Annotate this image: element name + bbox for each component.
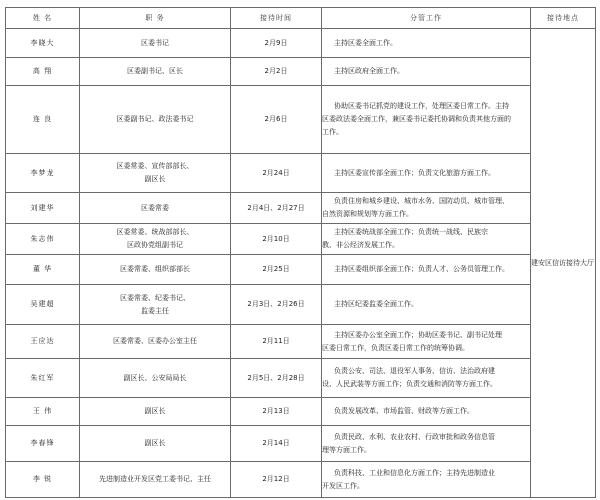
table-row <box>6 193 596 224</box>
table-row <box>6 462 596 498</box>
header-reception-date: 接待时间 <box>231 8 322 29</box>
responsibilities <box>322 255 531 285</box>
responsibilities <box>322 398 531 426</box>
reception-date: 2月14日 <box>231 426 322 462</box>
official-name: 李梦龙 <box>6 154 80 193</box>
official-position <box>80 255 231 285</box>
reception-date: 2月25日 <box>231 255 322 285</box>
table-row <box>6 285 596 325</box>
position-line: 监委主任 <box>141 306 169 315</box>
table-row <box>6 398 596 426</box>
official-position <box>80 359 231 398</box>
reception-date: 2月12日 <box>231 462 322 498</box>
responsibility-line: 主持区委组织部全面工作；负责人才、公务员管理工作。 <box>334 265 509 273</box>
table-row <box>6 58 596 86</box>
official-position <box>80 224 231 255</box>
official-name: 高 翔 <box>6 58 80 86</box>
responsibility-line: 设、人民武装等方面工作；负责交通和消防等方面工作。 <box>322 380 497 388</box>
official-position <box>80 58 231 86</box>
table-row <box>6 154 596 193</box>
responsibilities <box>322 359 531 398</box>
position-line: 区委书记 <box>141 38 169 47</box>
reception-date: 2月9日 <box>231 29 322 58</box>
official-name: 王 伟 <box>6 398 80 426</box>
position-line: 副区长 <box>144 439 166 447</box>
responsibility-line: 负责公安、司法、退役军人事务、信访、法治政府建 <box>334 367 495 375</box>
responsibilities <box>322 224 531 255</box>
reception-date: 2月24日 <box>231 154 322 193</box>
position-line: 区委常委、宣传部部长、 <box>116 162 194 170</box>
official-name: 董 华 <box>6 255 80 285</box>
responsibilities <box>322 325 531 359</box>
responsibility-line: 主持区政府全面工作。 <box>334 67 404 75</box>
official-name: 刘建华 <box>6 193 80 224</box>
responsibilities <box>322 285 531 325</box>
official-name: 李 锐 <box>6 462 80 498</box>
responsibilities <box>322 154 531 193</box>
table-row <box>6 426 596 462</box>
official-position <box>80 285 231 325</box>
official-name: 吴建超 <box>6 285 80 325</box>
position-line: 区委常委、组织部部长 <box>120 265 190 273</box>
official-name: 朱志伟 <box>6 224 80 255</box>
position-line: 区委常委、区委办公室主任 <box>113 337 197 345</box>
responsibility-line: 协助区委书记抓党的建设工作，处理区委日常工作。主持 <box>334 102 509 110</box>
reception-date: 2月5日、2月28日 <box>231 359 322 398</box>
table-row <box>6 86 596 154</box>
position-line: 区委常委、纪委书记、 <box>120 293 190 302</box>
responsibility-line: 主持区纪委监委全面工作。 <box>334 300 418 308</box>
responsibility-line: 理等方面工作。 <box>322 445 371 454</box>
position-line: 区委常委 <box>141 203 169 212</box>
official-position <box>80 193 231 224</box>
header-name: 姓 名 <box>6 8 80 29</box>
header-reception-place: 接待地点 <box>531 8 596 29</box>
responsibility-line: 工作。 <box>322 128 343 136</box>
official-name: 连 良 <box>6 86 80 154</box>
official-position <box>80 325 231 359</box>
official-name: 李晓大 <box>6 29 80 58</box>
responsibility-line: 开发区工作。 <box>322 481 364 490</box>
responsibility-line: 负责住房和城乡建设、城市水务、国防动员、城市管理、 <box>334 197 509 205</box>
responsibilities <box>322 193 531 224</box>
responsibility-line: 教、非公经济发展工作。 <box>322 241 399 249</box>
responsibility-line: 自然资源和规划等方面工作。 <box>322 210 413 218</box>
responsibility-line: 区委日常工作，负责区委日常工作的统筹协调。 <box>322 343 469 352</box>
table-row <box>6 359 596 398</box>
position-line: 副区长 <box>144 407 166 415</box>
reception-schedule-table <box>5 7 596 498</box>
reception-place: 建安区信访接待大厅 <box>531 29 596 498</box>
official-position <box>80 86 231 154</box>
official-position <box>80 398 231 426</box>
responsibility-line: 负责发展改革、市场监管、财政等方面工作。 <box>334 407 474 415</box>
responsibilities <box>322 462 531 498</box>
responsibilities <box>322 58 531 86</box>
responsibilities <box>322 86 531 154</box>
position-line: 区委副书记、政法委书记 <box>116 115 194 123</box>
reception-date: 2月4日、2月27日 <box>231 193 322 224</box>
responsibility-line: 主持区委办公室全面工作；协助区委书记、副书记处理 <box>334 330 502 339</box>
responsibility-line: 区委政法委全面工作，兼区委书记委托协调和负责其他方面的 <box>322 115 511 123</box>
responsibility-line: 主持区委宣传部全面工作；负责文化旅游方面工作。 <box>334 168 495 177</box>
header-position: 职 务 <box>80 8 231 29</box>
official-name: 王应达 <box>6 325 80 359</box>
position-line: 区委副书记、区长 <box>127 67 183 75</box>
official-name: 李春锋 <box>6 426 80 462</box>
official-position <box>80 29 231 58</box>
reception-date: 2月6日 <box>231 86 322 154</box>
position-line: 区政协党组副书记 <box>127 241 183 249</box>
table-body <box>6 29 596 498</box>
reception-date: 2月11日 <box>231 325 322 359</box>
official-name: 朱红军 <box>6 359 80 398</box>
responsibility-line: 负责民政、水利、农业农村、行政审批和政务信息管 <box>334 432 495 441</box>
position-line: 先进制造业开发区党工委书记、主任 <box>99 475 211 483</box>
table-row <box>6 29 596 58</box>
responsibility-line: 主持区委统战部全面工作；负责统一战线、民族宗 <box>334 228 488 236</box>
official-position <box>80 462 231 498</box>
table-row <box>6 325 596 359</box>
reception-date: 2月2日 <box>231 58 322 86</box>
responsibilities <box>322 426 531 462</box>
responsibility-line: 负责科技、工业和信息化方面工作；主持先进制造业 <box>334 468 495 477</box>
position-line: 副区长 <box>144 175 166 183</box>
reception-date: 2月13日 <box>231 398 322 426</box>
responsibilities <box>322 29 531 58</box>
table-row <box>6 224 596 255</box>
position-line: 副区长、公安局局长 <box>123 373 187 382</box>
responsibility-line: 主持区委全面工作。 <box>334 38 397 47</box>
official-position <box>80 426 231 462</box>
reception-date: 2月3日、2月26日 <box>231 285 322 325</box>
reception-date: 2月10日 <box>231 224 322 255</box>
header-row <box>6 8 596 29</box>
position-line: 区委常委、统战部部长、 <box>116 228 194 236</box>
table-row <box>6 255 596 285</box>
header-responsibilities: 分管工作 <box>322 8 531 29</box>
official-position <box>80 154 231 193</box>
